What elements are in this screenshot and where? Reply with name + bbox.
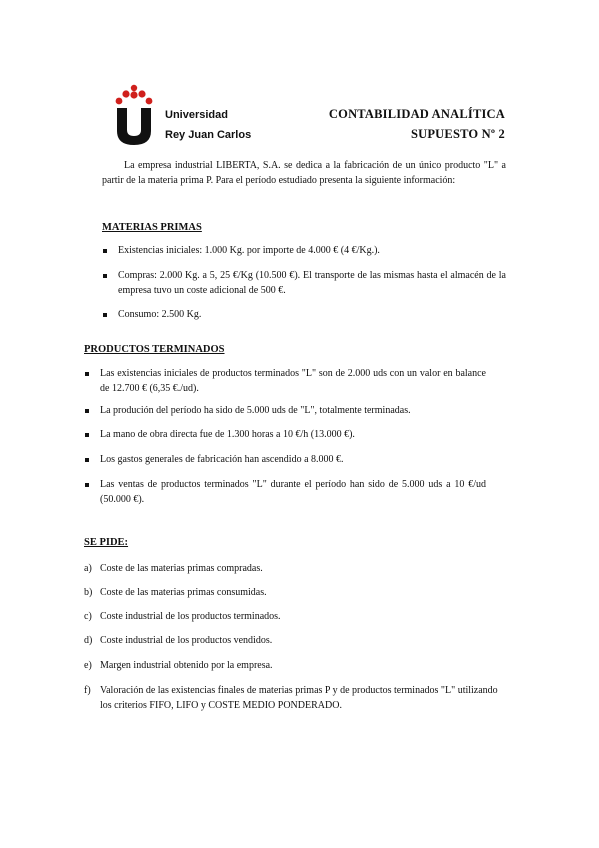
- list-item: [118, 244, 506, 259]
- university-name-line2: Rey Juan Carlos: [165, 129, 252, 141]
- university-logo: [113, 84, 155, 146]
- list-item: [118, 269, 506, 298]
- document-subtitle: SUPUESTO Nº 2: [410, 127, 505, 141]
- university-name-line1: Universidad: [165, 109, 228, 121]
- requirement-text: Coste de las materias primas consumidas.: [100, 587, 267, 598]
- list-item-text: Los gastos generales de fabricación han ascendido a 8.000 €.: [100, 454, 344, 465]
- bullet-marker: [85, 409, 89, 413]
- requirement-item: [84, 610, 504, 625]
- list-item-text: La produción del período ha sido de 5.000 uds de "L", totalmente terminadas.: [100, 405, 411, 416]
- requirement-letter: d): [84, 635, 93, 646]
- requirement-letter: b): [84, 587, 93, 598]
- section-title-materias-primas: MATERIAS PRIMAS: [102, 222, 202, 233]
- requirement-text: Coste de las materias primas compradas.: [100, 563, 263, 574]
- requirement-item: [84, 562, 504, 577]
- list-item-text: Las ventas de productos terminados "L" durante el período han sido de 5.000 uds a 10 €/ud (50.000 €).: [100, 479, 486, 505]
- requirement-text: Coste industrial de los productos vendidos.: [100, 635, 273, 646]
- list-item-text: Existencias iniciales: 1.000 Kg. por importe de 4.000 € (4 €/Kg.).: [118, 245, 380, 256]
- document-title: CONTABILIDAD ANALÍTICA: [328, 107, 505, 121]
- requirement-text: Valoración de las existencias finales de materias primas P y de productos terminados "L" utilizando los criterios FIFO, LIFO y COSTE MEDIO PONDERADO.: [100, 685, 498, 711]
- list-item: [100, 367, 486, 396]
- list-item-text: Consumo: 2.500 Kg.: [118, 309, 202, 320]
- requirement-item: [84, 684, 504, 711]
- bullet-marker: [85, 458, 89, 462]
- list-item: [100, 453, 486, 468]
- list-item: [100, 478, 486, 507]
- requirement-item: [84, 586, 504, 601]
- list-item-text: Compras: 2.000 Kg. a 5, 25 €/Kg (10.500 €). El transporte de las mismas hasta el almacén de la empresa tuvo un coste adicional de 500 €.: [118, 270, 506, 296]
- list-item: [118, 308, 506, 323]
- bullet-marker: [103, 274, 107, 278]
- bullet-marker: [103, 249, 107, 253]
- requirement-text: Coste industrial de los productos terminados.: [100, 611, 281, 622]
- requirement-item: [84, 634, 504, 649]
- list-item: [100, 428, 486, 443]
- list-item: [100, 404, 486, 419]
- bullet-marker: [85, 483, 89, 487]
- requirement-letter: c): [84, 611, 92, 622]
- bullet-marker: [85, 372, 89, 376]
- list-item-text: Las existencias iniciales de productos terminados "L" son de 2.000 uds con un valor en balance de 12.700 € (6,35 €./ud).: [100, 368, 486, 394]
- intro-paragraph: La empresa industrial LIBERTA, S.A. se dedica a la fabricación de un único producto "L" a partir de la materia prima P. Para el período estudiado presenta la siguiente información:: [102, 160, 506, 186]
- requirement-letter: f): [84, 685, 91, 696]
- bullet-marker: [85, 433, 89, 437]
- list-item-text: La mano de obra directa fue de 1.300 horas a 10 €/h (13.000 €).: [100, 429, 355, 440]
- requirement-item: [84, 659, 504, 674]
- requirement-letter: a): [84, 563, 92, 574]
- requirement-letter: e): [84, 660, 92, 671]
- requirement-text: Margen industrial obtenido por la empresa.: [100, 660, 273, 671]
- section-title-productos-terminados: PRODUCTOS TERMINADOS: [84, 344, 225, 355]
- section-title-se-pide: SE PIDE:: [84, 537, 129, 548]
- bullet-marker: [103, 313, 107, 317]
